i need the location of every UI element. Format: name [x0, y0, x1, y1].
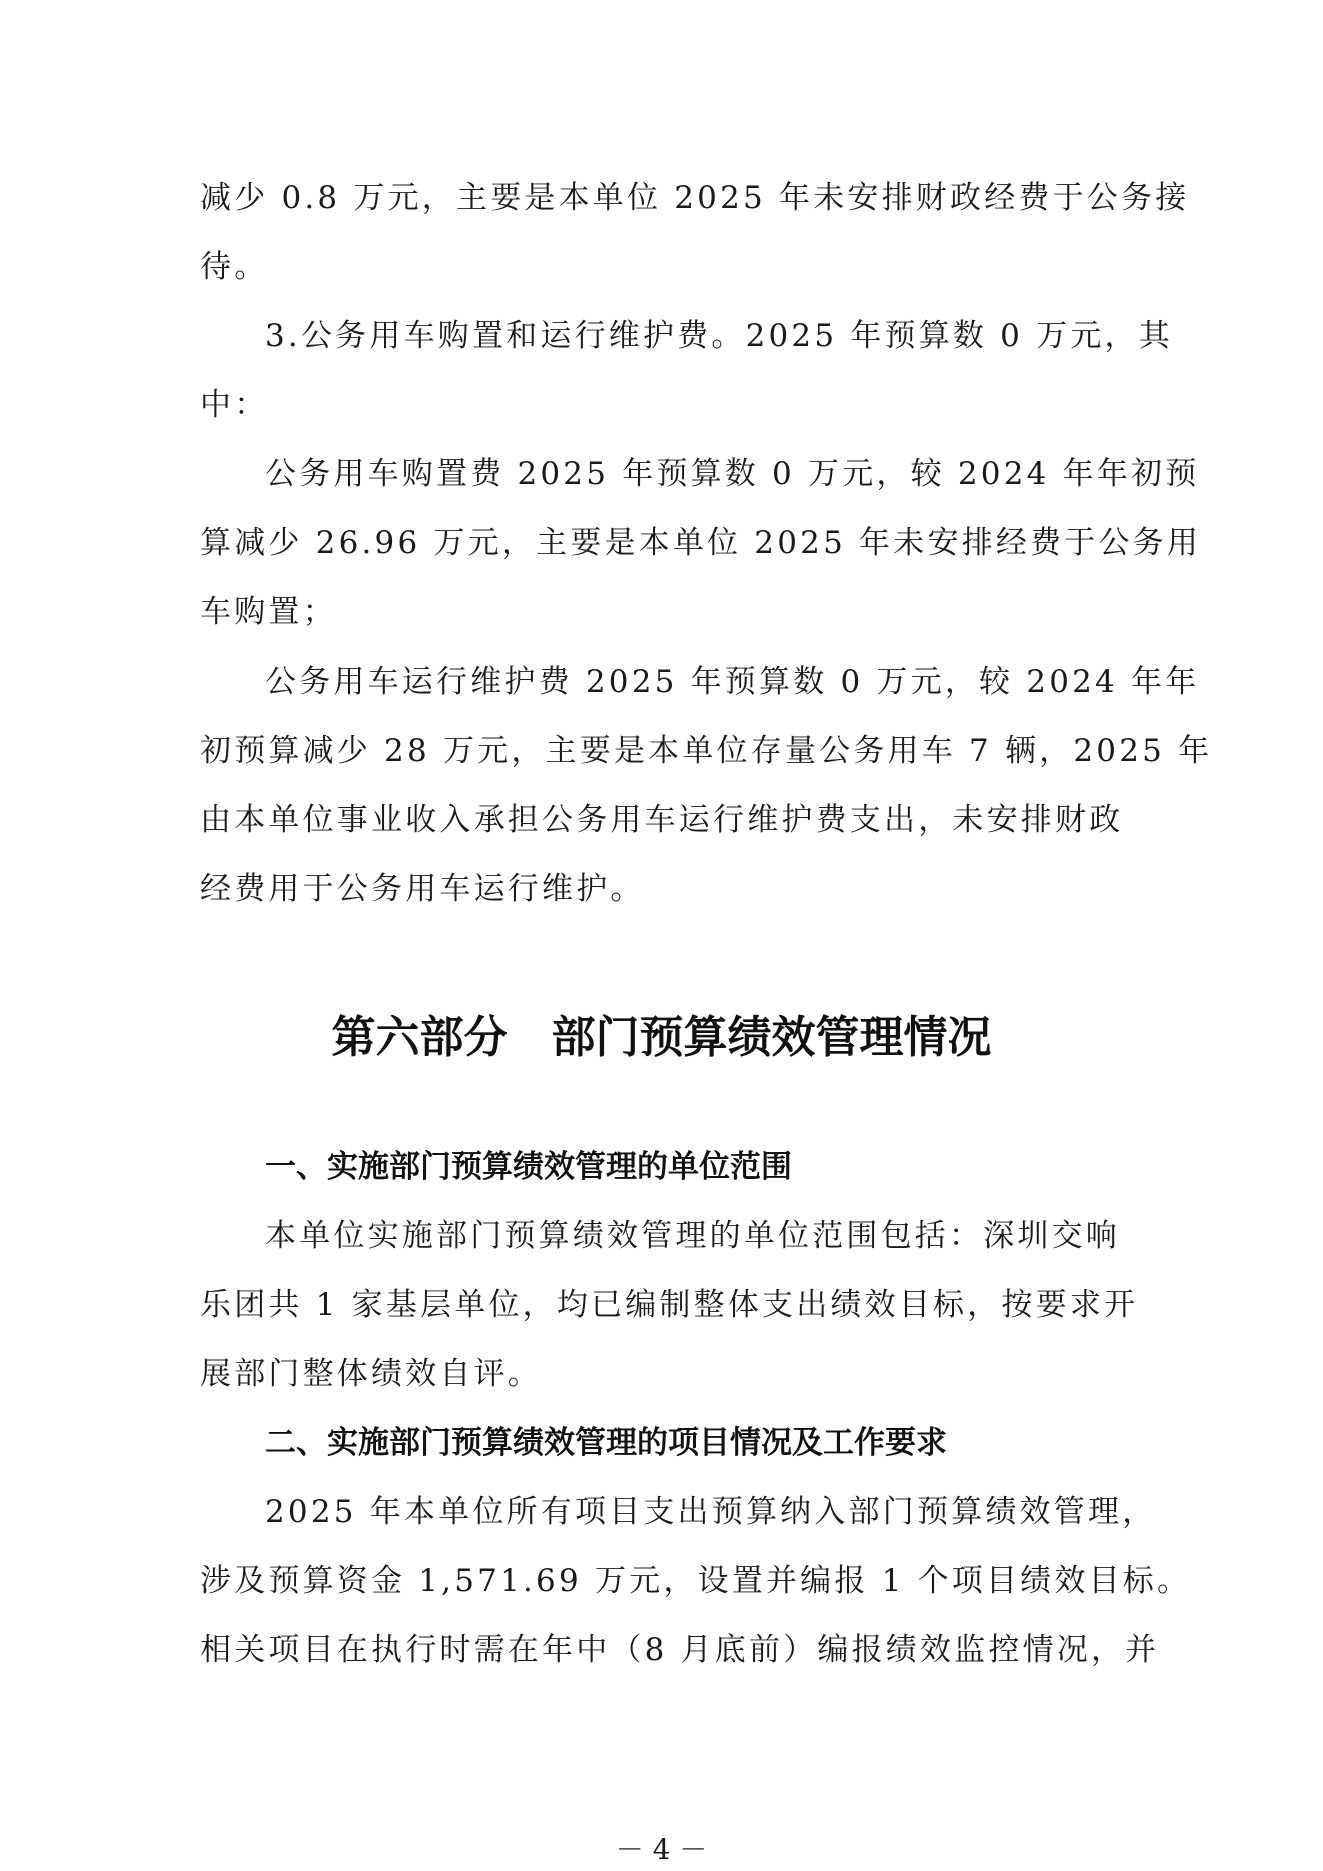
- paragraph-line: 车购置；: [200, 594, 337, 630]
- subsection-heading: 二、实施部门预算绩效管理的项目情况及工作要求: [265, 1425, 947, 1461]
- paragraph-line: 3.公务用车购置和运行维护费。2025 年预算数 0 万元，其: [265, 318, 1173, 354]
- paragraph-line: 由本单位事业收入承担公务用车运行维护费支出，未安排财政: [200, 802, 1124, 838]
- section-title: 第六部分 部门预算绩效管理情况: [331, 1012, 992, 1063]
- paragraph-line: 展部门整体绩效自评。: [200, 1356, 542, 1392]
- paragraph-line: 涉及预算资金 1,571.69 万元，设置并编报 1 个项目绩效目标。: [200, 1563, 1192, 1599]
- paragraph-line: 公务用车运行维护费 2025 年预算数 0 万元，较 2024 年年: [265, 664, 1200, 700]
- paragraph-line: 公务用车购置费 2025 年预算数 0 万元，较 2024 年年初预: [265, 456, 1200, 492]
- paragraph-line: 初预算减少 28 万元，主要是本单位存量公务用车 7 辆，2025 年: [200, 733, 1213, 769]
- paragraph-line: 相关项目在执行时需在年中（8 月底前）编报绩效监控情况，并: [200, 1632, 1160, 1668]
- paragraph-line: 减少 0.8 万元，主要是本单位 2025 年未安排财政经费于公务接: [200, 180, 1190, 216]
- paragraph-line: 中：: [200, 387, 269, 423]
- paragraph-line: 本单位实施部门预算绩效管理的单位范围包括：深圳交响: [265, 1218, 1120, 1254]
- page-number: － 4 －: [615, 1833, 708, 1866]
- paragraph-line: 经费用于公务用车运行维护。: [200, 871, 645, 907]
- paragraph-line: 待。: [200, 249, 269, 285]
- paragraph-line: 乐团共 1 家基层单位，均已编制整体支出绩效目标，按要求开: [200, 1287, 1139, 1323]
- paragraph-line: 2025 年本单位所有项目支出预算纳入部门预算绩效管理，: [265, 1494, 1157, 1530]
- paragraph-line: 算减少 26.96 万元，主要是本单位 2025 年未安排经费于公务用: [200, 525, 1202, 561]
- subsection-heading: 一、实施部门预算绩效管理的单位范围: [265, 1149, 792, 1185]
